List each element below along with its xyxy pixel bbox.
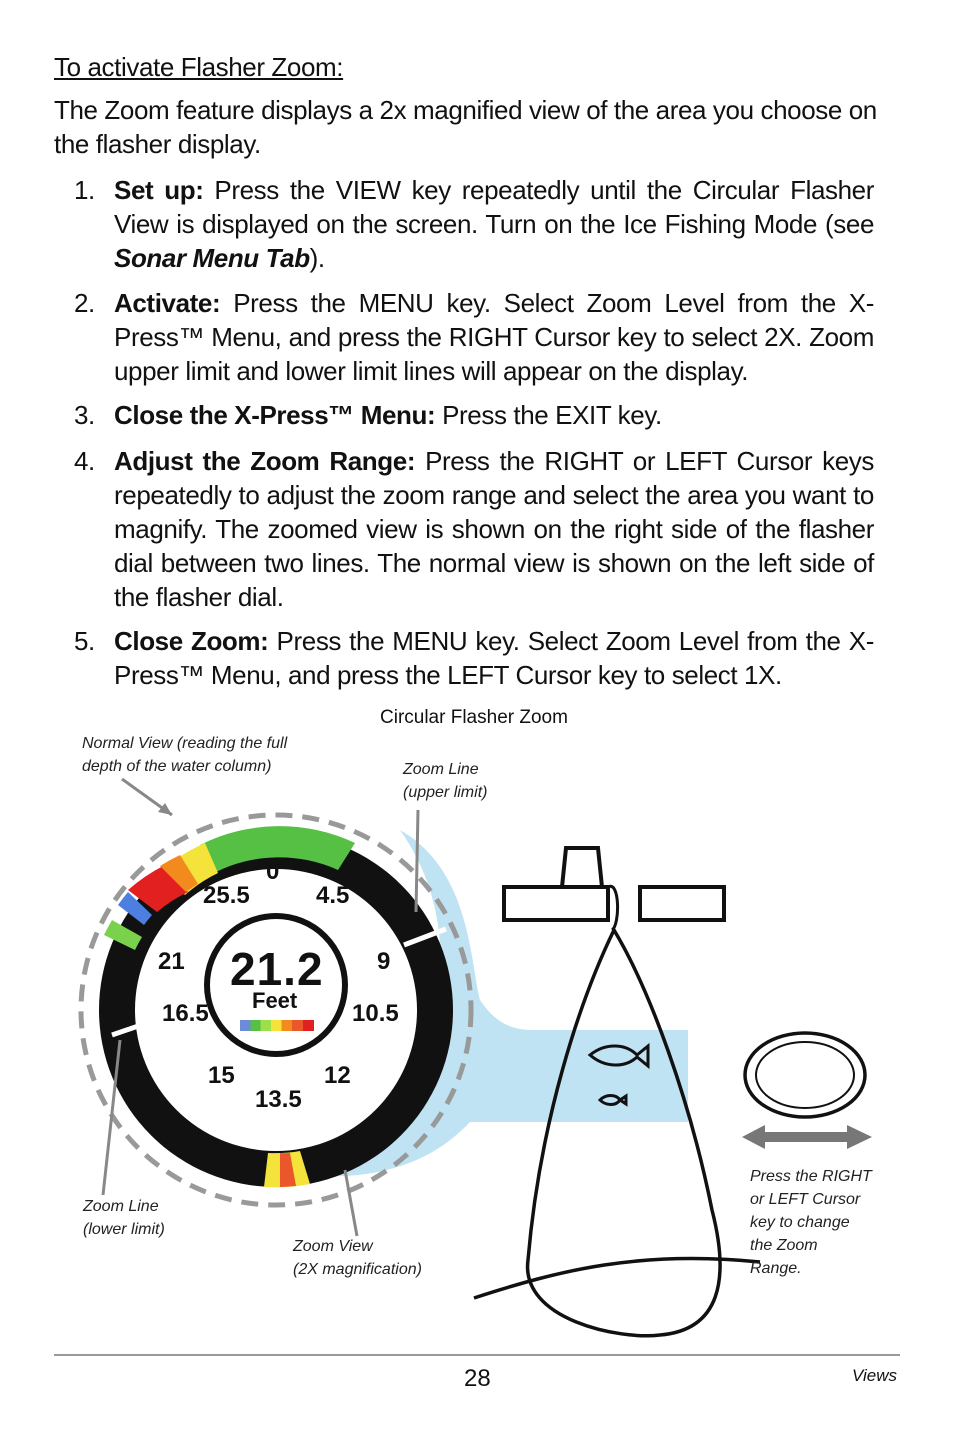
transducer-right-bar — [640, 887, 724, 920]
step-label: Activate: — [114, 288, 221, 318]
transducer-mount — [562, 848, 602, 887]
step-label: Close the X-Press™ Menu: — [114, 400, 436, 430]
dial-label-15: 15 — [208, 1062, 235, 1089]
page-number: 28 — [464, 1365, 491, 1392]
dial-label-4-5: 4.5 — [316, 882, 350, 909]
color-scale — [240, 1020, 314, 1031]
double-arrow-icon — [742, 1125, 872, 1149]
step-number: 3. — [74, 400, 95, 430]
depth-readout: 21.2 — [230, 943, 324, 995]
step-reference: Sonar Menu Tab — [114, 243, 310, 273]
step-text: Press the MENU key. Select Zoom Level from the X-Press™ Menu, and press the LEFT Cursor key to select 1X. — [114, 626, 874, 690]
section-name: Views — [852, 1366, 898, 1385]
dial-label-12: 12 — [324, 1062, 351, 1089]
note-zoom-view: Zoom View (2X magnification) — [293, 1238, 422, 1278]
dial-label-25-5: 25.5 — [203, 882, 250, 909]
note-zoom-lower: Zoom Line (lower limit) — [83, 1198, 165, 1238]
step-number: 4. — [74, 446, 95, 476]
step-tail: ). — [309, 243, 325, 273]
step-label: Set up: — [114, 175, 204, 205]
dial-label-10-5: 10.5 — [352, 1000, 399, 1027]
note-cursor-hint: Press the RIGHT or LEFT Cursor key to change the Zoom Range. — [750, 1168, 872, 1277]
cursor-key-inner — [756, 1042, 854, 1108]
dial-label-0: 0 — [266, 858, 280, 885]
step-text: Press the EXIT key. — [435, 400, 662, 430]
depth-unit: Feet — [252, 988, 298, 1013]
dial-label-16-5: 16.5 — [162, 1000, 209, 1027]
dial-label-21: 21 — [158, 948, 185, 975]
dial-label-9: 9 — [377, 948, 391, 975]
step-label: Close Zoom: — [114, 626, 269, 656]
step-text: Press the RIGHT or LEFT Cursor keys repeatedly to adjust the zoom range and select the area you want to magnify. The zoomed view is shown on the right side of the flasher dial between two lines. The normal view is shown on the left side of the flasher dial. — [114, 446, 875, 612]
step-label: Adjust the Zoom Range: — [114, 446, 416, 476]
dial-label-13-5: 13.5 — [255, 1086, 302, 1113]
step-number: 1. — [74, 175, 95, 205]
intro-paragraph: The Zoom feature displays a 2x magnified view of the area you choose on the flasher display. — [54, 95, 877, 159]
step-number: 2. — [74, 288, 95, 318]
section-heading: To activate Flasher Zoom: — [54, 52, 344, 82]
figure-caption: Circular Flasher Zoom — [380, 707, 568, 728]
callout-zoom-upper — [416, 810, 418, 912]
transducer-left-bar — [504, 887, 608, 920]
note-normal-view: Normal View (reading the full depth of the water column) — [82, 735, 288, 775]
note-zoom-upper: Zoom Line (upper limit) — [403, 761, 488, 801]
step-text: Press the MENU key. Select Zoom Level from the X-Press™ Menu, and press the RIGHT Cursor key to select 2X. Zoom upper limit and lower limit lines will appear on the display. — [114, 288, 874, 386]
step-text: Press the VIEW key repeatedly until the Circular Flasher View is displayed on the screen. Turn on the Ice Fishing Mode (see — [114, 175, 874, 239]
step-number: 5. — [74, 626, 95, 656]
callout-zoom-view — [345, 1170, 357, 1236]
footer-divider — [54, 1354, 900, 1356]
